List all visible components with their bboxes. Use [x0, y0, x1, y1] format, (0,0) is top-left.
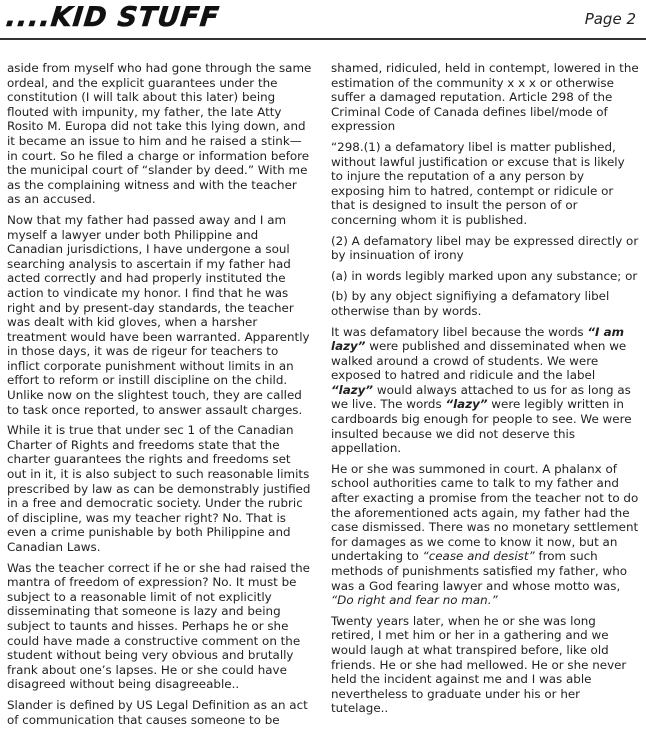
text-run: He or she was summoned in court. A phalanx of school authorities came to talk to my father and after exacting a promise from the teacher not to do the aforementioned acts again, my father had the case dismissed. There was no monetary settlement for damages as we come to know it now, but an undertaking to [331, 461, 639, 564]
left-column [7, 61, 312, 733]
motto-quote: “Do right and fear no man.” [331, 593, 498, 608]
right-column [331, 61, 640, 722]
text-run: would always attached to us for as long as we live. The words [331, 382, 631, 412]
text-run: were legibly written in cardboards big enough for people to see. We were insulted because we did not deserve this appellation. [331, 397, 632, 456]
paragraph: shamed, ridiculed, held in contempt, lowered in the estimation of the community x x x or otherwise suffer a damaged reputation. Article 298 of the Criminal Code of Canada defines libel/mode of expression [331, 61, 639, 134]
paragraph [331, 325, 640, 456]
quote-cease-and-desist: “cease and desist” [422, 549, 535, 564]
quote-lazy: “lazy” [445, 397, 488, 412]
quote-i-am-lazy: “I am lazy” [331, 324, 624, 354]
page-header [0, 0, 646, 40]
paragraph: While it is true that under sec 1 of the Canadian Charter of Rights and freedoms state that the charter guarantees the rights and freedoms set out in it, it is also subject to such reasonable limits prescribed by law as can be demonstrably justified in a free and democratic society. Under the rubric of discipline, was my teacher right? No. That is even a crime punishable by both Philippine and Canadian Laws. [7, 423, 311, 554]
header-divider [0, 38, 646, 40]
quote-lazy: “lazy” [331, 382, 374, 397]
paragraph [331, 462, 640, 608]
paragraph: (a) in words legibly marked upon any substance; or [331, 268, 638, 283]
paragraph: Was the teacher correct if he or she had raised the mantra of freedom of expression? No. It must be subject to a reasonable limit of not explicitly disseminating that someone is lazy and being subject to taunts and hisses. Perhaps he or she could have made a constructive comment on the student without being very obvious and brutally frank about one’s lapses. He or she could have disagreed without being disagreeable.. [7, 560, 310, 692]
kid-stuff-logo: ....KID STUFF [4, 2, 222, 33]
paragraph: Now that my father had passed away and I am myself a lawyer under both Philippine and Canadian jurisdictions, I have undergone a soul searching analysis to ascertain if my father had acted correctly and had properly instituted the action to vindicate my honor. I find that he was right and by present-day standards, the teacher was dealt with kid gloves, when a harsher treatment would have been warranted. Apparently in those days, it was de rigeur for teachers to inflict corporate punishment without limits in an effort to reform or instill discipline on the child. Unlike now on the slightest touch, they are called to task once reported, to answer assault charges. [7, 212, 310, 417]
paragraph: aside from myself who had gone through the same ordeal, and the explicit guarantees under the constitution (I will talk about this later) being flouted with impunity, my father, the late Atty Rosito M. Europa did not take this lying down, and it became an issue to him and he raised a stink—in court. So he filed a charge or information before the municipal court of “slander by deed.” With me as the complaining witness and with the teacher as an accused. [7, 61, 312, 207]
text-run: from such methods of punishments satisfied my father, who was a God fearing lawyer and whose motto was, [331, 549, 628, 593]
paragraph: (b) by any object signifiying a defamatory libel otherwise than by words. [331, 289, 610, 318]
text-run: were published and disseminated when we walked around a crowd of students. We were exposed to hatred and ridicule and the label [331, 339, 627, 383]
page-number: Page 2 [584, 10, 636, 28]
paragraph: (2) A defamatory libel may be expressed directly or by insinuation of irony [331, 233, 639, 263]
paragraph: Slander is defined by US Legal Definition as an act of communication that causes someone to be [7, 697, 308, 727]
paragraph: “298.(1) a defamatory libel is matter published, without lawful justification or excuse that is likely to injure the reputation of a any person by exposing him to hatred, contempt or ridicule or that is designed to insult the person of or concerning whom it is published. [331, 139, 625, 227]
paragraph: Twenty years later, when he or she was long retired, I met him or her in a gathering and we would laugh at what transpired before, like old friends. He or she had mellowed. He or she never held the incident against me and I was able nevertheless to graduate under his or her tutelage.. [331, 613, 627, 716]
text-run: It was defamatory libel because the words [331, 324, 588, 339]
